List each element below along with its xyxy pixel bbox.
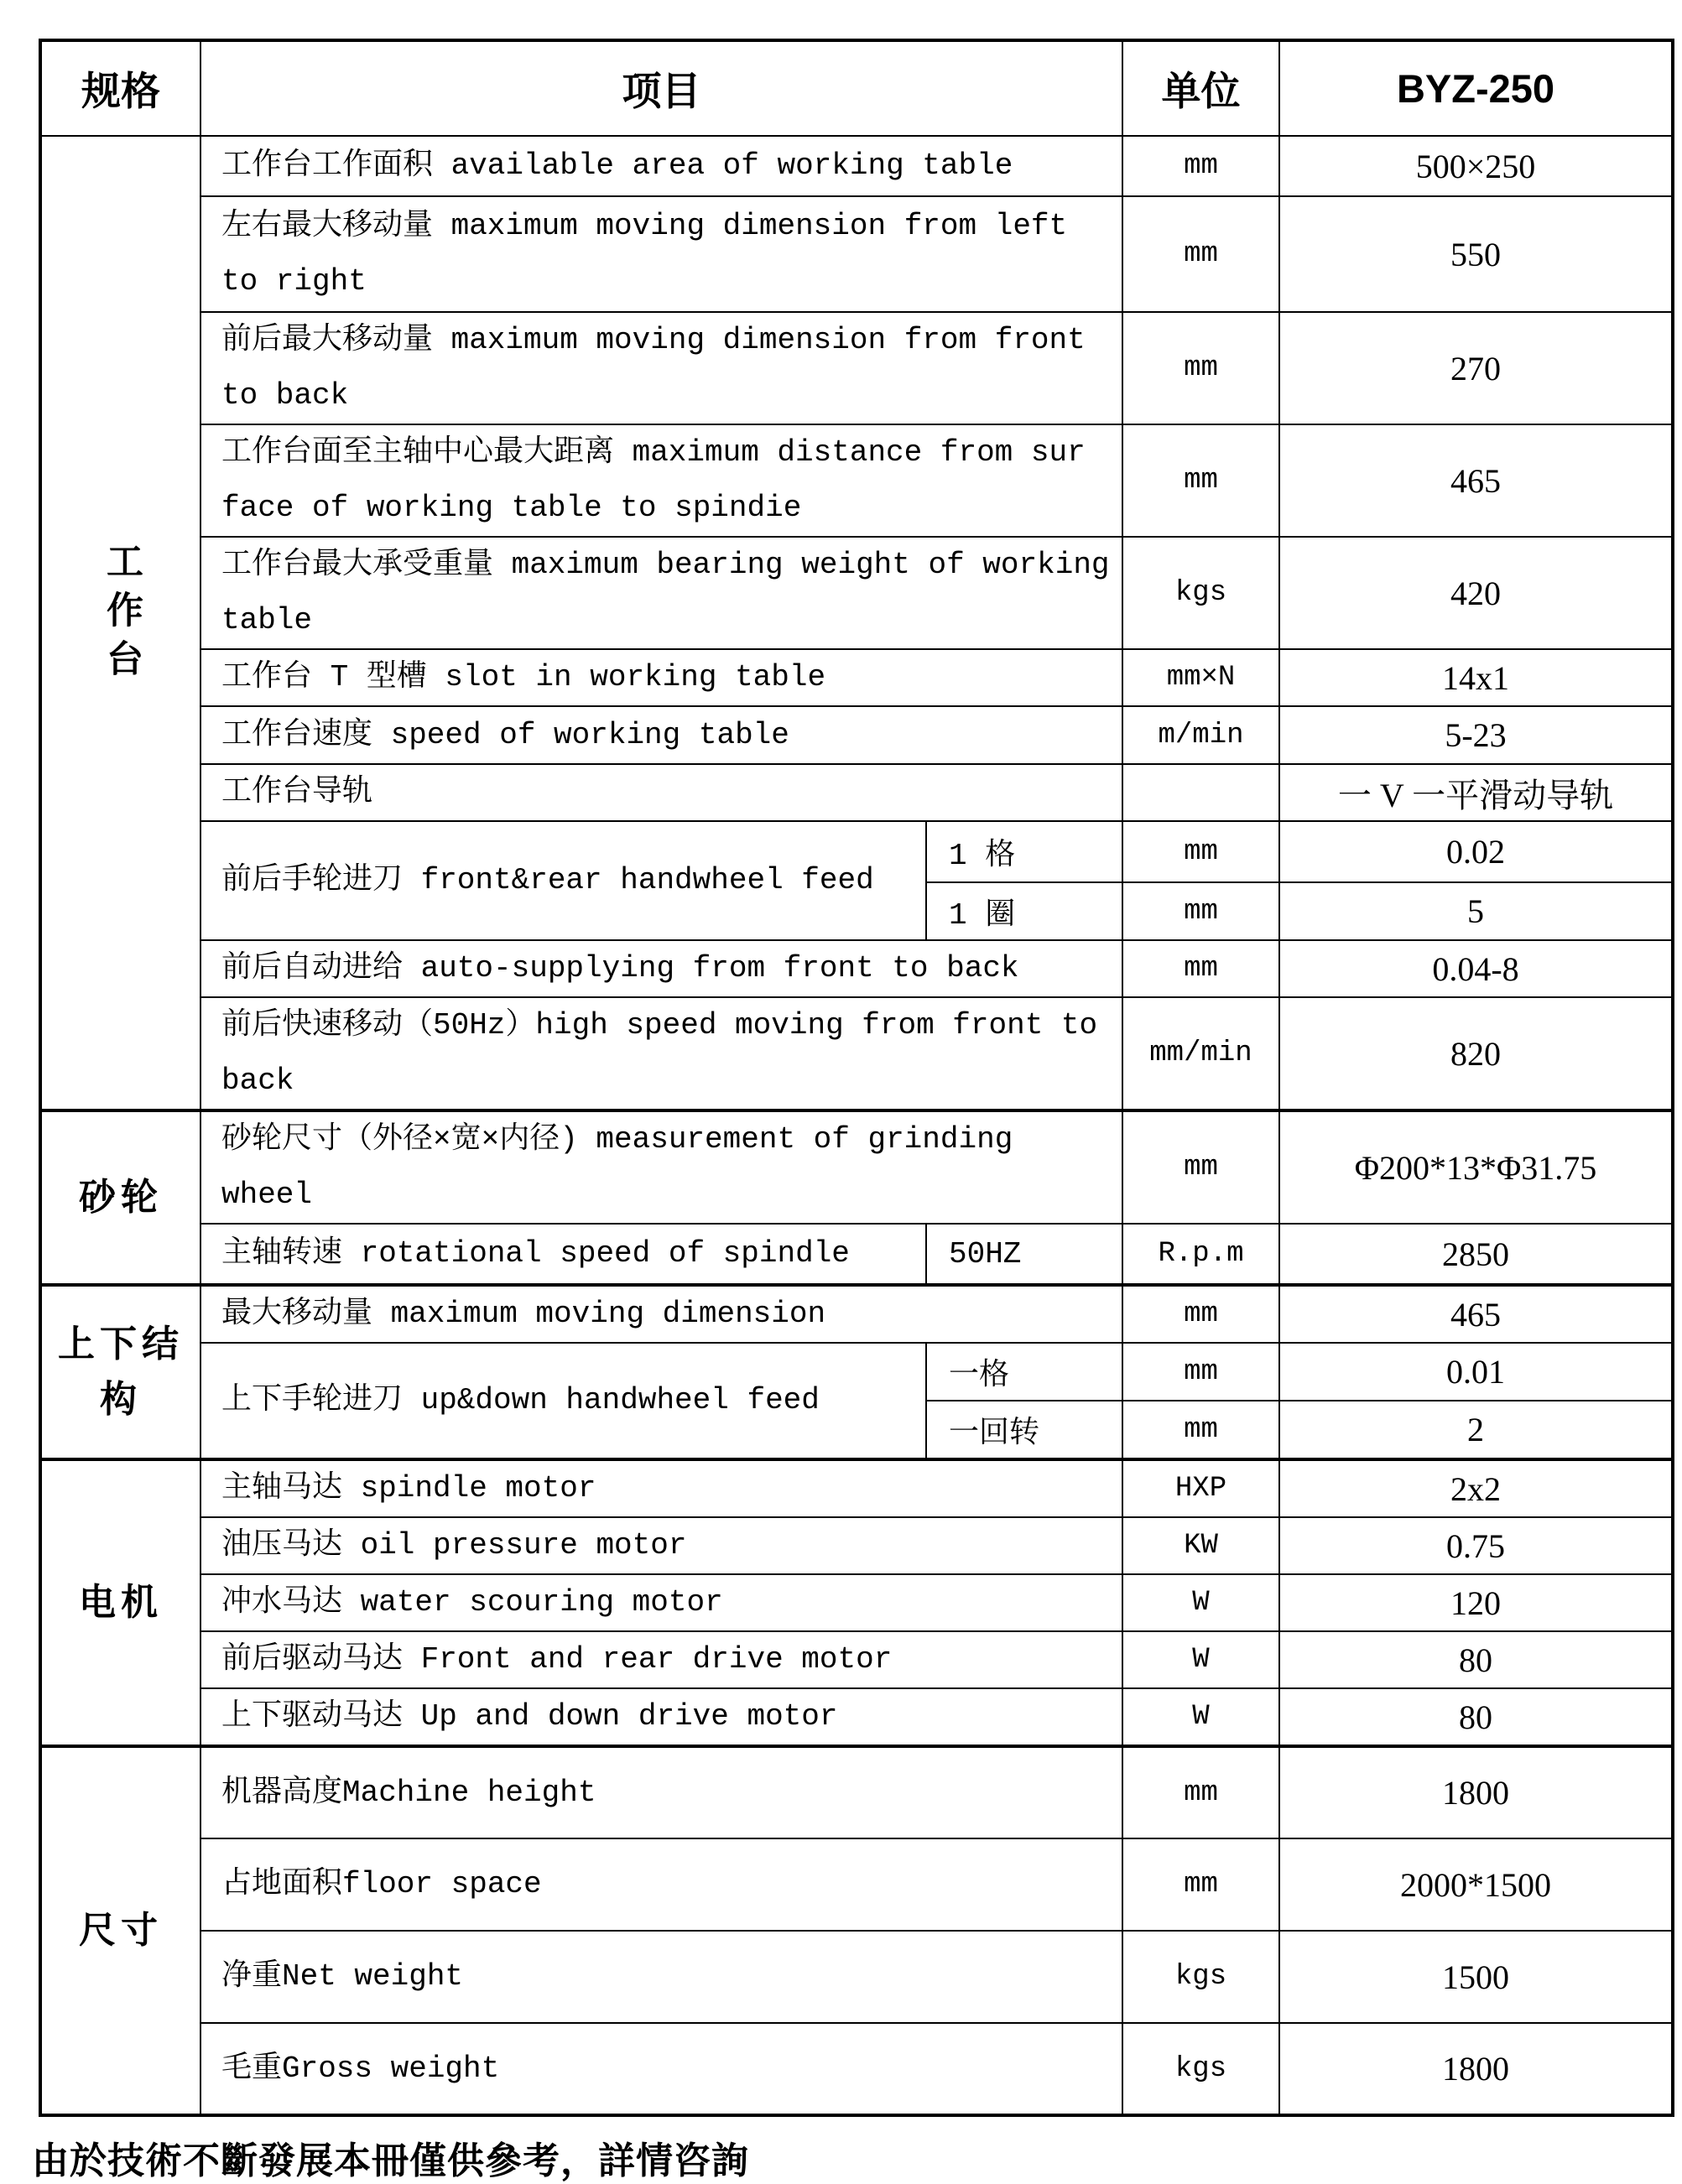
table-row bbox=[40, 1688, 1673, 1746]
item-label: 上下手轮进刀 up&down handwheel feed bbox=[200, 1343, 926, 1459]
value-cell: 120 bbox=[1279, 1574, 1673, 1631]
item-label: 油压马达 oil pressure motor bbox=[200, 1517, 1122, 1574]
item-label: 工作台工作面积 available area of working table bbox=[200, 136, 1122, 196]
table-row bbox=[40, 940, 1673, 997]
unit-cell: mm bbox=[1122, 940, 1279, 997]
value-cell: 0.75 bbox=[1279, 1517, 1673, 1574]
item-sublabel: 50HZ bbox=[926, 1224, 1122, 1285]
item-label: 占地面积floor space bbox=[200, 1838, 1122, 1931]
table-row bbox=[40, 1838, 1673, 1931]
item-label: 工作台速度 speed of working table bbox=[200, 706, 1122, 764]
item-sublabel: 1 格 bbox=[926, 821, 1122, 882]
item-label: 前后快速移动（50Hz）high speed moving from front to back bbox=[200, 997, 1122, 1110]
value-cell: 2x2 bbox=[1279, 1459, 1673, 1517]
value-cell: 0.02 bbox=[1279, 821, 1673, 882]
item-sublabel: 一回转 bbox=[926, 1401, 1122, 1459]
item-label: 前后自动进给 auto-supplying from front to back bbox=[200, 940, 1122, 997]
item-sublabel: 1 圈 bbox=[926, 882, 1122, 940]
unit-cell: W bbox=[1122, 1574, 1279, 1631]
item-label: 毛重Gross weight bbox=[200, 2023, 1122, 2115]
value-cell: 2 bbox=[1279, 1401, 1673, 1459]
value-cell: 550 bbox=[1279, 196, 1673, 312]
table-row bbox=[40, 312, 1673, 424]
unit-cell: W bbox=[1122, 1631, 1279, 1688]
value-cell: 80 bbox=[1279, 1631, 1673, 1688]
table-row bbox=[40, 1343, 1673, 1401]
header-item: 项目 bbox=[200, 40, 1122, 136]
value-cell: 1500 bbox=[1279, 1931, 1673, 2023]
value-cell: 1800 bbox=[1279, 1746, 1673, 1838]
item-label: 工作台 T 型槽 slot in working table bbox=[200, 649, 1122, 706]
unit-cell: mm bbox=[1122, 821, 1279, 882]
unit-cell: HXP bbox=[1122, 1459, 1279, 1517]
value-cell: 5 bbox=[1279, 882, 1673, 940]
group-cell-motor: 电机 bbox=[40, 1459, 200, 1746]
header-unit: 单位 bbox=[1122, 40, 1279, 136]
table-row bbox=[40, 764, 1673, 821]
unit-cell: mm×N bbox=[1122, 649, 1279, 706]
item-label: 主轴转速 rotational speed of spindle bbox=[200, 1224, 926, 1285]
value-cell: 80 bbox=[1279, 1688, 1673, 1746]
table-row bbox=[40, 1517, 1673, 1574]
table-row bbox=[40, 1459, 1673, 1517]
table-row bbox=[40, 136, 1673, 196]
unit-cell: R.p.m bbox=[1122, 1224, 1279, 1285]
table-row bbox=[40, 1746, 1673, 1838]
value-cell: 500×250 bbox=[1279, 136, 1673, 196]
unit-cell: mm bbox=[1122, 1110, 1279, 1224]
item-label: 砂轮尺寸（外径×宽×内径) measurement of grinding wheel bbox=[200, 1110, 1122, 1224]
header-spec: 规格 bbox=[40, 40, 200, 136]
unit-cell: kgs bbox=[1122, 1931, 1279, 2023]
value-cell: 1800 bbox=[1279, 2023, 1673, 2115]
unit-cell: m/min bbox=[1122, 706, 1279, 764]
table-row bbox=[40, 821, 1673, 882]
table-row bbox=[40, 1631, 1673, 1688]
unit-cell: mm bbox=[1122, 1838, 1279, 1931]
value-cell: 465 bbox=[1279, 1285, 1673, 1343]
table-row bbox=[40, 1224, 1673, 1285]
unit-cell: mm bbox=[1122, 424, 1279, 537]
item-label: 上下驱动马达 Up and down drive motor bbox=[200, 1688, 1122, 1746]
table-row bbox=[40, 706, 1673, 764]
spec-table bbox=[39, 39, 1674, 2117]
table-row bbox=[40, 196, 1673, 312]
unit-cell: mm bbox=[1122, 136, 1279, 196]
table-row bbox=[40, 1931, 1673, 2023]
value-cell: 270 bbox=[1279, 312, 1673, 424]
table-row bbox=[40, 2023, 1673, 2115]
value-cell: 一 V 一平滑动导轨 bbox=[1279, 764, 1673, 821]
group-cell-worktable bbox=[40, 136, 200, 1110]
footer-note: 由於技術不斷發展本冊僅供參考，詳情咨詢 bbox=[32, 2140, 749, 2181]
table-row bbox=[40, 1110, 1673, 1224]
table-row bbox=[40, 424, 1673, 537]
item-label: 机器高度Machine height bbox=[200, 1746, 1122, 1838]
unit-cell: W bbox=[1122, 1688, 1279, 1746]
value-cell: 2000*1500 bbox=[1279, 1838, 1673, 1931]
value-cell: 0.01 bbox=[1279, 1343, 1673, 1401]
header-model: BYZ-250 bbox=[1279, 40, 1673, 136]
item-label: 工作台最大承受重量 maximum bearing weight of working table bbox=[200, 537, 1122, 649]
item-label: 前后驱动马达 Front and rear drive motor bbox=[200, 1631, 1122, 1688]
unit-cell: mm bbox=[1122, 1401, 1279, 1459]
table-row bbox=[40, 537, 1673, 649]
unit-cell: mm bbox=[1122, 1285, 1279, 1343]
group-cell-dimensions: 尺寸 bbox=[40, 1746, 200, 2115]
item-label: 主轴马达 spindle motor bbox=[200, 1459, 1122, 1517]
table-header-row bbox=[40, 40, 1673, 136]
unit-cell bbox=[1122, 764, 1279, 821]
unit-cell: mm/min bbox=[1122, 997, 1279, 1110]
table-row bbox=[40, 1285, 1673, 1343]
item-label: 净重Net weight bbox=[200, 1931, 1122, 2023]
value-cell: 5-23 bbox=[1279, 706, 1673, 764]
item-sublabel: 一格 bbox=[926, 1343, 1122, 1401]
item-label: 工作台面至主轴中心最大距离 maximum distance from sur face of working table to spindie bbox=[200, 424, 1122, 537]
value-cell: 14x1 bbox=[1279, 649, 1673, 706]
unit-cell: kgs bbox=[1122, 537, 1279, 649]
unit-cell: kgs bbox=[1122, 2023, 1279, 2115]
item-label: 冲水马达 water scouring motor bbox=[200, 1574, 1122, 1631]
group-cell-updown-structure: 上下结构 bbox=[40, 1285, 200, 1459]
unit-cell: mm bbox=[1122, 1746, 1279, 1838]
table-row bbox=[40, 649, 1673, 706]
group-cell-grinding-wheel: 砂轮 bbox=[40, 1110, 200, 1285]
item-label: 最大移动量 maximum moving dimension bbox=[200, 1285, 1122, 1343]
value-cell: 0.04-8 bbox=[1279, 940, 1673, 997]
item-label: 前后手轮进刀 front&rear handwheel feed bbox=[200, 821, 926, 940]
value-cell: Φ200*13*Φ31.75 bbox=[1279, 1110, 1673, 1224]
unit-cell: mm bbox=[1122, 196, 1279, 312]
table-row bbox=[40, 997, 1673, 1110]
unit-cell: mm bbox=[1122, 882, 1279, 940]
group-label: 工作台 bbox=[101, 542, 142, 688]
table-row bbox=[40, 1574, 1673, 1631]
unit-cell: KW bbox=[1122, 1517, 1279, 1574]
unit-cell: mm bbox=[1122, 312, 1279, 424]
value-cell: 2850 bbox=[1279, 1224, 1673, 1285]
unit-cell: mm bbox=[1122, 1343, 1279, 1401]
value-cell: 820 bbox=[1279, 997, 1673, 1110]
item-label: 左右最大移动量 maximum moving dimension from left to right bbox=[200, 196, 1122, 312]
item-label: 工作台导轨 bbox=[200, 764, 1122, 821]
item-label: 前后最大移动量 maximum moving dimension from front to back bbox=[200, 312, 1122, 424]
value-cell: 465 bbox=[1279, 424, 1673, 537]
value-cell: 420 bbox=[1279, 537, 1673, 649]
